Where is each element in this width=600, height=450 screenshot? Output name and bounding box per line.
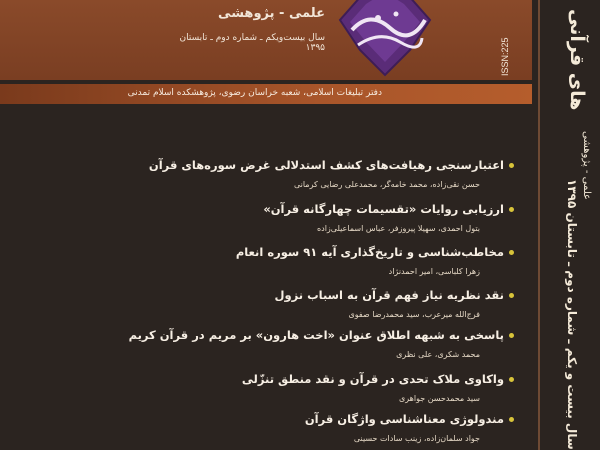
bullet-icon xyxy=(509,207,514,212)
article-title: نقد نظریه نیاز فهم قرآن به اسباب نزول xyxy=(164,288,504,302)
article-authors: زهرا کلباسی، امیر احمدنژاد xyxy=(388,267,480,276)
article-item xyxy=(164,288,504,319)
article-item xyxy=(164,372,504,403)
article-authors: جواد سلمان‌زاده، زینب سادات حسینی xyxy=(353,434,480,443)
bullet-icon xyxy=(509,250,514,255)
journal-logo xyxy=(330,0,440,80)
article-authors: فرج‌الله میرعرب، سید محمدرضا صفوی xyxy=(348,310,480,319)
bullet-icon xyxy=(509,417,514,422)
article-item xyxy=(128,328,504,359)
bullet-icon xyxy=(509,377,514,382)
bullet-icon xyxy=(509,163,514,168)
spine-issue: سال بیست و یکم ـ شماره دوم ـ تابستان ۱۳۹۵ xyxy=(565,179,579,450)
article-item xyxy=(164,202,504,233)
issue-line: سال بیست‌ویکم ـ شماره دوم ـ تابستان ۱۳۹۵ xyxy=(179,33,325,53)
article-title: مخاطب‌شناسی و تاریخ‌گذاری آیه ۹۱ سوره انعام xyxy=(164,245,504,259)
article-title: ارزیابی روایات «تقسیمات چهارگانه قرآن» xyxy=(164,202,504,216)
publisher-strip xyxy=(0,84,532,104)
article-authors: حسن نقی‌زاده، محمد خامه‌گر، محمدعلی رضایی کرمانی xyxy=(293,180,480,189)
article-item xyxy=(148,158,504,189)
spine-title: های قرآنی xyxy=(566,8,588,110)
article-authors: محمد شکری، علی نظری xyxy=(396,350,480,359)
header-info xyxy=(175,6,325,53)
publisher-text: دفتر تبلیغات اسلامی، شعبه خراسان رضوی، پژوهشکده اسلام تمدنی xyxy=(127,88,382,98)
spine-subtitle: علمی - پژوهشی xyxy=(581,130,592,200)
table-of-contents xyxy=(0,148,532,450)
article-authors: سید محمدحسن جواهری xyxy=(398,394,480,403)
article-item xyxy=(164,412,504,443)
article-title: پاسخی به شبهه اطلاق عنوان «اخت هارون» بر مریم در قرآن کریم xyxy=(164,328,504,342)
bullet-icon xyxy=(509,293,514,298)
article-item xyxy=(164,245,504,276)
bullet-icon xyxy=(509,333,514,338)
journal-subtitle: علمی - پژوهشی xyxy=(218,6,325,21)
article-title: مندولوژی معناشناسی واژگان قرآن xyxy=(164,412,504,426)
issn-number: ISSN:225 xyxy=(500,37,510,76)
article-title: اعتبارسنجی رهیافت‌های کشف استدلالی غرض سوره‌های قرآن xyxy=(164,158,504,172)
article-title: واکاوی ملاک تحدی در قرآن و نقد منطق تنزّلی xyxy=(164,372,504,386)
article-authors: بتول احمدی، سهیلا پیروزفر، عباس اسماعیلی‌زاده xyxy=(316,224,480,233)
